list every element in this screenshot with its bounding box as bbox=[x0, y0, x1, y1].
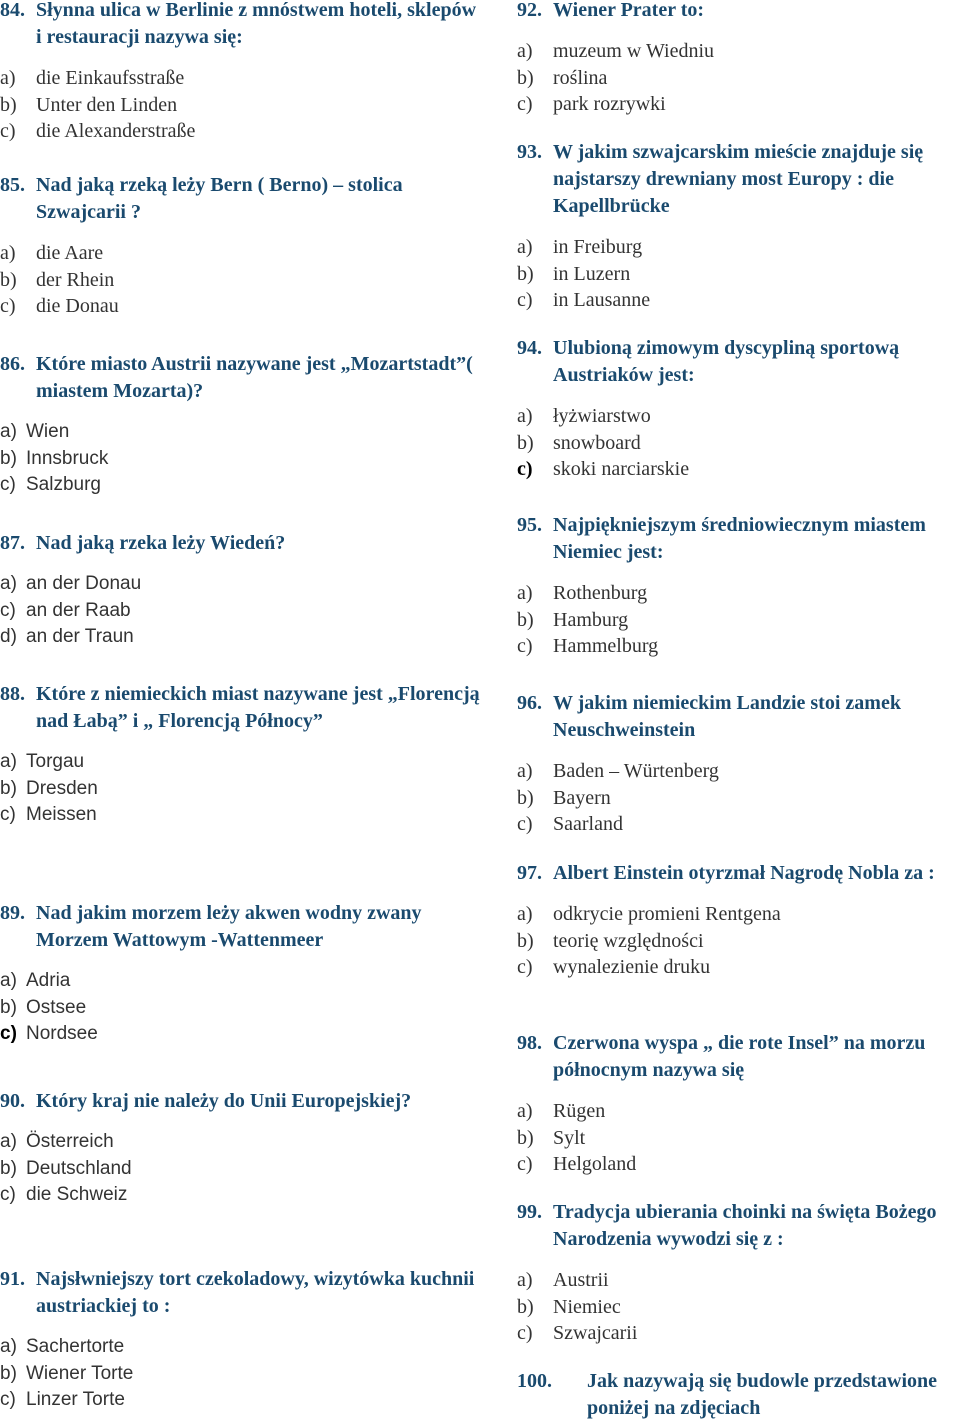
answer-option-c bbox=[0, 598, 480, 625]
question-header bbox=[517, 139, 960, 220]
option-text: odkrycie promieni Rentgena bbox=[553, 903, 781, 925]
option-text: der Rhein bbox=[36, 268, 115, 291]
option-letter: b) bbox=[0, 268, 17, 291]
question-header bbox=[0, 351, 480, 405]
answer-options bbox=[517, 234, 960, 314]
answer-option-d bbox=[0, 624, 480, 651]
question-text: Najsłwniejszy tort czekoladowy, wizytówka kuchnii austriackiej to : bbox=[36, 1268, 475, 1317]
answer-options bbox=[0, 65, 480, 145]
answer-option-b bbox=[0, 995, 480, 1022]
question-header bbox=[517, 690, 960, 744]
option-letter: c) bbox=[517, 1322, 533, 1345]
option-text: Salzburg bbox=[26, 474, 101, 496]
question-96 bbox=[517, 690, 960, 838]
option-letter: a) bbox=[0, 573, 17, 594]
option-text: skoki narciarskie bbox=[553, 458, 690, 481]
question-number: 97. bbox=[517, 862, 542, 884]
option-text: die Donau bbox=[36, 295, 119, 318]
option-letter: c) bbox=[517, 1153, 533, 1176]
question-number: 94. bbox=[517, 337, 542, 359]
option-text: Hamburg bbox=[553, 608, 629, 631]
option-text: in Luzern bbox=[553, 262, 631, 285]
option-text: Linzer Torte bbox=[26, 1389, 125, 1411]
answer-options bbox=[517, 758, 960, 838]
question-89 bbox=[0, 900, 480, 1048]
answer-options bbox=[517, 38, 960, 118]
answer-options bbox=[517, 901, 960, 981]
question-97 bbox=[517, 860, 960, 981]
question-text: Słynna ulica w Berlinie z mnóstwem hoteli, sklepów i restauracji nazywa się: bbox=[36, 0, 477, 48]
option-text: Baden – Würtenberg bbox=[553, 760, 719, 782]
answer-options bbox=[517, 403, 960, 483]
option-letter: c) bbox=[0, 1184, 16, 1206]
question-text: Nad jaką rzeka leży Wiedeń? bbox=[36, 532, 286, 554]
option-text: Deutschland bbox=[26, 1157, 132, 1179]
question-90 bbox=[0, 1088, 480, 1209]
answer-option-b bbox=[517, 1125, 960, 1152]
option-letter: c) bbox=[0, 1023, 17, 1045]
option-letter: b) bbox=[0, 447, 17, 469]
answer-option-c bbox=[0, 472, 480, 499]
question-number: 86. bbox=[0, 353, 25, 375]
answer-option-c bbox=[517, 633, 960, 660]
option-letter: a) bbox=[517, 1269, 533, 1291]
answer-option-b bbox=[517, 261, 960, 288]
answer-option-c bbox=[517, 287, 960, 314]
question-text: Czerwona wyspa „ die rote Insel” na morzu północnym nazywa się bbox=[553, 1032, 926, 1081]
question-text: Który kraj nie należy do Unii Europejskiej? bbox=[36, 1090, 412, 1112]
question-text: Nad jaką rzeką leży Bern ( Berno) – stolica Szwajcarii ? bbox=[36, 174, 403, 223]
answer-options bbox=[0, 749, 480, 829]
answer-options bbox=[517, 1098, 960, 1178]
option-text: die Alexanderstraße bbox=[36, 120, 196, 143]
answer-option-a bbox=[517, 901, 960, 928]
option-letter: b) bbox=[517, 1295, 534, 1318]
option-text: łyżwiarstwo bbox=[553, 405, 651, 427]
answer-option-a bbox=[517, 1267, 960, 1294]
option-text: park rozrywki bbox=[553, 93, 666, 116]
question-header bbox=[517, 1030, 960, 1084]
option-text: Austrii bbox=[553, 1269, 609, 1291]
question-number: 96. bbox=[517, 692, 542, 714]
option-text: muzeum w Wiedniu bbox=[553, 40, 715, 62]
option-text: an der Donau bbox=[26, 573, 142, 594]
question-text: Ulubioną zimowym dyscypliną sportową Austriaków jest: bbox=[553, 337, 900, 386]
question-text: Albert Einstein otyrzmał Nagrodę Nobla za : bbox=[553, 862, 935, 884]
question-header bbox=[0, 0, 480, 51]
question-91 bbox=[0, 1266, 480, 1414]
answer-option-c bbox=[517, 954, 960, 981]
answer-option-c bbox=[0, 802, 480, 829]
option-text: die Schweiz bbox=[26, 1184, 128, 1206]
option-text: Saarland bbox=[553, 813, 623, 836]
option-text: Hammelburg bbox=[553, 635, 659, 658]
question-text: Które z niemieckich miast nazywane jest „Florencją nad Łabą” i „ Florencją Północy” bbox=[36, 683, 480, 732]
answer-option-a bbox=[517, 38, 960, 65]
option-letter: a) bbox=[0, 1131, 17, 1152]
option-text: Österreich bbox=[26, 1131, 114, 1152]
option-letter: c) bbox=[517, 956, 533, 979]
question-98 bbox=[517, 1030, 960, 1178]
answer-option-b bbox=[0, 1361, 480, 1388]
answer-options bbox=[517, 580, 960, 660]
option-text: Wien bbox=[26, 421, 70, 442]
question-87 bbox=[0, 530, 480, 651]
question-text: Które miasto Austrii nazywane jest „Mozartstadt”( miastem Mozarta)? bbox=[36, 353, 473, 402]
option-letter: a) bbox=[0, 421, 17, 442]
option-text: an der Raab bbox=[26, 599, 131, 621]
answer-option-a bbox=[0, 1334, 480, 1361]
option-text: Bayern bbox=[553, 786, 611, 809]
option-letter: c) bbox=[0, 295, 16, 318]
question-header bbox=[517, 0, 960, 24]
question-header bbox=[0, 1088, 480, 1115]
option-text: Sachertorte bbox=[26, 1336, 125, 1357]
option-text: in Freiburg bbox=[553, 236, 643, 258]
answer-option-b bbox=[517, 65, 960, 92]
option-text: roślina bbox=[553, 66, 608, 89]
question-94 bbox=[517, 335, 960, 483]
question-number: 88. bbox=[0, 683, 25, 705]
option-letter: c) bbox=[517, 289, 533, 312]
answer-option-a bbox=[0, 571, 480, 598]
question-text: Wiener Prater to: bbox=[553, 0, 705, 21]
option-text: Helgoland bbox=[553, 1153, 637, 1176]
answer-option-b bbox=[0, 267, 480, 294]
option-letter: c) bbox=[0, 120, 16, 143]
answer-option-a bbox=[517, 580, 960, 607]
answer-option-c bbox=[517, 91, 960, 118]
question-99 bbox=[517, 1199, 960, 1347]
option-letter: b) bbox=[0, 93, 17, 116]
option-letter: b) bbox=[0, 996, 17, 1018]
answer-option-c bbox=[517, 1151, 960, 1178]
option-letter: c) bbox=[0, 1389, 16, 1411]
question-84 bbox=[0, 0, 480, 145]
option-letter: a) bbox=[517, 1100, 533, 1122]
option-letter: b) bbox=[517, 1126, 534, 1149]
question-header bbox=[0, 172, 480, 226]
answer-options bbox=[0, 571, 480, 651]
option-letter: a) bbox=[517, 903, 533, 925]
option-letter: b) bbox=[0, 1157, 17, 1179]
option-text: wynalezienie druku bbox=[553, 956, 711, 979]
option-letter: b) bbox=[517, 66, 534, 89]
option-letter: c) bbox=[0, 599, 16, 621]
answer-options bbox=[0, 1334, 480, 1414]
answer-option-c bbox=[0, 1182, 480, 1209]
option-text: Torgau bbox=[26, 751, 85, 772]
option-letter: a) bbox=[517, 40, 533, 62]
question-number: 99. bbox=[517, 1201, 542, 1223]
option-text: an der Traun bbox=[26, 626, 134, 648]
question-header bbox=[517, 335, 960, 389]
answer-option-b bbox=[517, 430, 960, 457]
answer-options bbox=[0, 968, 480, 1048]
answer-option-c bbox=[0, 1021, 480, 1048]
answer-option-a bbox=[517, 1098, 960, 1125]
question-88 bbox=[0, 681, 480, 829]
option-text: teorię względności bbox=[553, 929, 704, 952]
question-100 bbox=[517, 1368, 960, 1422]
answer-option-b bbox=[517, 785, 960, 812]
option-text: Adria bbox=[26, 970, 71, 991]
option-text: Dresden bbox=[26, 777, 98, 799]
question-header bbox=[517, 512, 960, 566]
question-number: 91. bbox=[0, 1268, 25, 1290]
option-letter: a) bbox=[517, 236, 533, 258]
question-86 bbox=[0, 351, 480, 499]
option-text: Rügen bbox=[553, 1100, 606, 1122]
question-number: 93. bbox=[517, 141, 542, 163]
option-letter: b) bbox=[517, 431, 534, 454]
question-95 bbox=[517, 512, 960, 660]
option-letter: a) bbox=[517, 405, 533, 427]
answer-option-b bbox=[0, 446, 480, 473]
option-letter: b) bbox=[517, 608, 534, 631]
option-text: die Einkaufsstraße bbox=[36, 67, 185, 89]
option-letter: c) bbox=[517, 93, 533, 116]
answer-option-c bbox=[0, 118, 480, 145]
answer-option-a bbox=[0, 1129, 480, 1156]
option-text: Unter den Linden bbox=[36, 93, 178, 116]
answer-option-a bbox=[0, 240, 480, 267]
answer-options bbox=[0, 240, 480, 320]
option-letter: a) bbox=[0, 970, 17, 991]
question-text: Nad jakim morzem leży akwen wodny zwany Morzem Wattowym -Wattenmeer bbox=[36, 902, 422, 951]
question-number: 89. bbox=[0, 902, 25, 924]
option-letter: a) bbox=[0, 242, 16, 264]
answer-option-a bbox=[0, 968, 480, 995]
answer-option-b bbox=[517, 928, 960, 955]
question-number: 95. bbox=[517, 514, 542, 536]
question-92 bbox=[517, 0, 960, 118]
option-text: Wiener Torte bbox=[26, 1362, 134, 1384]
answer-option-b bbox=[517, 1294, 960, 1321]
option-letter: b) bbox=[0, 777, 17, 799]
answer-option-a bbox=[517, 403, 960, 430]
question-header bbox=[0, 681, 480, 735]
question-header bbox=[517, 860, 960, 887]
question-header bbox=[0, 530, 480, 557]
option-text: Niemiec bbox=[553, 1295, 621, 1318]
option-letter: c) bbox=[0, 804, 16, 826]
option-letter: b) bbox=[517, 786, 534, 809]
option-text: Innsbruck bbox=[26, 447, 109, 469]
question-93 bbox=[517, 139, 960, 314]
question-text: W jakim szwajcarskim mieście znajduje się najstarszy drewniany most Europy : die Kapellbrücke bbox=[553, 141, 924, 217]
option-text: Ostsee bbox=[26, 996, 87, 1018]
question-number: 84. bbox=[0, 0, 25, 21]
question-header bbox=[517, 1368, 960, 1422]
option-text: Szwajcarii bbox=[553, 1322, 638, 1345]
question-header bbox=[0, 900, 480, 954]
answer-option-b bbox=[517, 607, 960, 634]
option-letter: d) bbox=[0, 626, 17, 648]
answer-option-a bbox=[0, 65, 480, 92]
question-number: 100. bbox=[517, 1370, 552, 1392]
answer-option-c bbox=[517, 811, 960, 838]
option-letter: c) bbox=[517, 635, 533, 658]
option-text: Rothenburg bbox=[553, 582, 648, 604]
answer-option-c bbox=[0, 1387, 480, 1414]
question-text: Jak nazywają się budowle przedstawione poniżej na zdjęciach bbox=[587, 1370, 938, 1419]
answer-option-b bbox=[0, 1156, 480, 1183]
answer-option-a bbox=[517, 234, 960, 261]
option-text: snowboard bbox=[553, 431, 641, 454]
question-85 bbox=[0, 172, 480, 320]
option-text: Meissen bbox=[26, 804, 97, 826]
option-text: in Lausanne bbox=[553, 289, 651, 312]
option-text: Sylt bbox=[553, 1126, 586, 1149]
answer-option-a bbox=[0, 419, 480, 446]
option-text: die Aare bbox=[36, 242, 104, 264]
answer-options bbox=[0, 1129, 480, 1209]
option-letter: c) bbox=[517, 813, 533, 836]
option-letter: b) bbox=[517, 929, 534, 952]
answer-option-c bbox=[0, 293, 480, 320]
option-letter: a) bbox=[0, 1336, 17, 1357]
option-letter: b) bbox=[517, 262, 534, 285]
answer-option-c bbox=[517, 1320, 960, 1347]
question-number: 92. bbox=[517, 0, 542, 21]
option-letter: c) bbox=[517, 458, 533, 481]
question-number: 85. bbox=[0, 174, 25, 196]
answer-options bbox=[0, 419, 480, 499]
question-text: W jakim niemieckim Landzie stoi zamek Neuschweinstein bbox=[553, 692, 901, 741]
question-number: 90. bbox=[0, 1090, 25, 1112]
question-number: 87. bbox=[0, 532, 25, 554]
question-text: Tradycja ubierania choinki na święta Bożego Narodzenia wywodzi się z : bbox=[553, 1201, 937, 1250]
option-letter: c) bbox=[0, 474, 16, 496]
answer-options bbox=[517, 1267, 960, 1347]
answer-option-a bbox=[517, 758, 960, 785]
option-text: Nordsee bbox=[26, 1023, 98, 1045]
option-letter: b) bbox=[0, 1362, 17, 1384]
answer-option-b bbox=[0, 92, 480, 119]
option-letter: a) bbox=[517, 760, 533, 782]
answer-option-c bbox=[517, 456, 960, 483]
answer-option-b bbox=[0, 776, 480, 803]
answer-option-a bbox=[0, 749, 480, 776]
question-text: Najpiękniejszym średniowiecznym miastem Niemiec jest: bbox=[553, 514, 926, 563]
question-header bbox=[0, 1266, 480, 1320]
option-letter: a) bbox=[517, 582, 533, 604]
question-number: 98. bbox=[517, 1032, 542, 1054]
question-header bbox=[517, 1199, 960, 1253]
option-letter: a) bbox=[0, 751, 17, 772]
option-letter: a) bbox=[0, 67, 16, 89]
